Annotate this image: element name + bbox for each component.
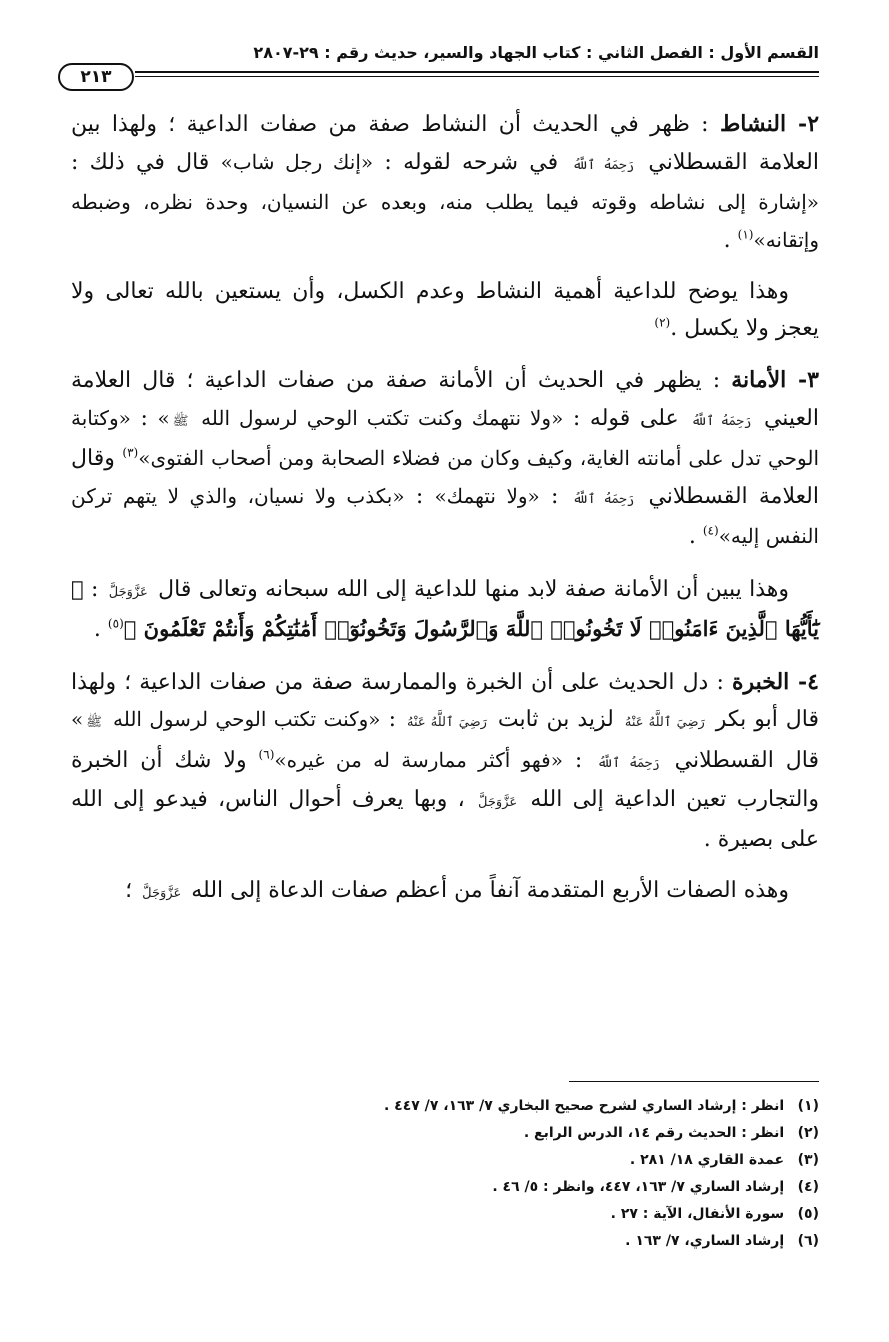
quotation: «وكتابة الوحي تدل على أمانته الغاية، وكيف وكان من فضلاء الصحابة ومن أصحاب الفتوى» <box>71 405 819 470</box>
text-run: . <box>688 524 696 549</box>
text-run: : <box>388 707 396 732</box>
footnote-text: انظر : إرشاد الساري لشرح صحيح البخاري ٧/ ١٦٣، ٧/ ٤٤٧ . <box>383 1098 785 1114</box>
quotation: «إشارة إلى نشاطه وقوته فيما يطلب منه، وبعده عن النسيان، وحدة نظره، وضبطه وإتقانه» <box>71 190 819 252</box>
text-run: وهذه الصفات الأربع المتقدمة آنفاً من أعظم صفات الدعاة إلى الله <box>191 878 789 903</box>
footnote-ref[interactable]: (١) <box>737 227 754 242</box>
quran-verse: ﴿ يَٰٓأَيُّهَا ٱلَّذِينَ ءَامَنُوا۟ لَا تَخُونُوا۟ ٱللَّهَ وَٱلرَّسُولَ وَتَخُونُوٓا۟ أَمَٰنَٰتِكُمْ وَأَنتُمْ تَعْلَمُونَ ﴾ <box>71 575 819 641</box>
footnote-text: سورة الأنفال، الآية : ٢٧ . <box>610 1206 785 1222</box>
rahimahullah-honorific: رَحِمَهُ ٱللَّهُ <box>572 157 635 173</box>
text-run: على قوله : <box>572 405 679 431</box>
main-text <box>71 106 819 928</box>
text-run: : <box>574 747 583 773</box>
footnote-separator <box>569 1081 819 1082</box>
section-heading-experience: ٤- الخبرة <box>731 668 819 695</box>
text-run: . <box>93 617 101 642</box>
footnote-item <box>71 1093 819 1120</box>
header-rule <box>135 71 819 73</box>
paragraph-activity <box>71 106 819 259</box>
text-run: : <box>90 576 99 602</box>
text-run: قال في ذلك : <box>71 149 210 175</box>
footnote-number: (٦) <box>797 1233 819 1249</box>
text-run: وهذا يوضح للداعية أهمية النشاط وعدم الكسل، وأن يستعين بالله تعالى ولا يعجز ولا يكسل . <box>71 279 819 341</box>
quotation: «وكنت تكتب الوحي لرسول الله <box>112 707 381 731</box>
footnote-ref[interactable]: (٤) <box>702 523 719 538</box>
text-run: لزيد بن ثابت <box>497 707 614 732</box>
footnote-item <box>71 1174 819 1201</box>
footnote-ref[interactable]: (٦) <box>258 747 275 762</box>
running-header: القسم الأول : الفصل الثاني : كتاب الجهاد والسير، حديث رقم : ٢٩-٢٨٠٧ <box>253 43 819 62</box>
quotation: » <box>71 707 84 731</box>
footnote-number: (٤) <box>797 1179 819 1195</box>
header-rule-thin <box>135 76 819 77</box>
salla-honorific: ﷺ <box>86 715 102 730</box>
azza-honorific: عَزَّوَجَلَّ <box>142 886 182 901</box>
footnote-item <box>71 1147 819 1174</box>
footnote-number: (٢) <box>797 1125 819 1141</box>
radiya-honorific: رَضِيَ ٱللَّهُ عَنْهُ <box>624 715 705 730</box>
footnote-text: عمدة القاري ١٨/ ٢٨١ . <box>629 1152 785 1168</box>
text-run: : دل الحديث على أن الخبرة والممارسة صفة من صفات الداعية ؛ ولهذا قال أبو بكر <box>71 669 820 732</box>
salla-honorific: ﷺ <box>172 413 189 429</box>
text-run: وهذا يبين أن الأمانة صفة لابد منها للداعية إلى الله سبحانه وتعالى قال <box>158 576 790 602</box>
paragraph-activity-note <box>71 274 819 347</box>
quotation: «ولا نتهمك وكنت تكتب الوحي لرسول الله <box>201 405 564 430</box>
footnote-number: (١) <box>797 1098 819 1114</box>
text-run: : <box>415 483 424 509</box>
footnote-number: (٥) <box>797 1206 819 1222</box>
footnote-ref[interactable]: (٥) <box>107 616 124 631</box>
text-run: : يظهر في الحديث أن الأمانة صفة من صفات الداعية ؛ قال العلامة العيني <box>71 368 819 431</box>
footnote-text: إرشاد الساري ٧/ ١٦٣، ٤٤٧، وانظر : ٥/ ٤٦ . <box>492 1179 785 1195</box>
footnote-ref[interactable]: (٢) <box>654 315 671 330</box>
footnote-text: انظر : الحديث رقم ١٤، الدرس الرابع . <box>523 1125 785 1141</box>
rahimahullah-honorific: رَحِمَهُ ٱللَّهُ <box>691 413 752 429</box>
page-number-badge: ٢١٣ <box>58 63 134 91</box>
footnote-text: إرشاد الساري، ٧/ ١٦٣ . <box>625 1233 785 1249</box>
quotation: «فهو أكثر ممارسة له من غيره» <box>274 747 563 772</box>
footnotes-list <box>71 1093 819 1255</box>
text-run: وقال العلامة القسطلاني <box>71 446 820 509</box>
footnote-ref[interactable]: (٣) <box>122 445 139 460</box>
footnote-number: (٣) <box>797 1152 819 1168</box>
text-run: ؛ <box>125 878 133 903</box>
rahimahullah-honorific: رَحِمَهُ ٱللَّهُ <box>572 491 635 507</box>
paragraph-summary <box>71 873 819 913</box>
quotation: » <box>157 405 170 430</box>
footnote-item <box>71 1201 819 1228</box>
section-heading-activity: ٢- النشاط <box>719 111 820 137</box>
text-run: في شرحه لقوله : <box>384 149 559 175</box>
text-run: . <box>723 227 731 253</box>
text-run: ولا شك أن الخبرة والتجارب تعين الداعية إلى الله <box>71 747 820 812</box>
text-run: قال القسطلاني <box>674 747 820 773</box>
text-run: : ظهر في الحديث أن النشاط صفة من صفات الداعية ؛ ولهذا بين العلامة القسطلاني <box>71 112 819 175</box>
quotation: «إنك رجل شاب» <box>220 149 374 174</box>
text-run: ، وبها يعرف أحوال الناس، فيدعو إلى الله على بصيرة . <box>71 787 819 852</box>
paragraph-experience <box>71 664 819 859</box>
text-run: : <box>140 405 148 431</box>
radiya-honorific: رَضِيَ ٱللَّهُ عَنْهُ <box>406 715 487 730</box>
footnote-item <box>71 1228 819 1255</box>
quotation: «ولا نتهمك» <box>434 483 540 508</box>
paragraph-verse-intro <box>71 571 819 649</box>
azza-honorific: عَزَّوَجَلَّ <box>478 795 518 810</box>
section-heading-trust: ٣- الأمانة <box>731 367 819 393</box>
rahimahullah-honorific: رَحِمَهُ ٱللَّهُ <box>597 755 660 771</box>
azza-honorific: عَزَّوَجَلَّ <box>108 584 148 600</box>
paragraph-trustworthiness <box>71 362 819 556</box>
quotation: «بكذب ولا نسيان، والذي لا يتهم تركن النفس إليه» <box>71 483 819 548</box>
footnote-item <box>71 1120 819 1147</box>
text-run: : <box>550 483 559 509</box>
